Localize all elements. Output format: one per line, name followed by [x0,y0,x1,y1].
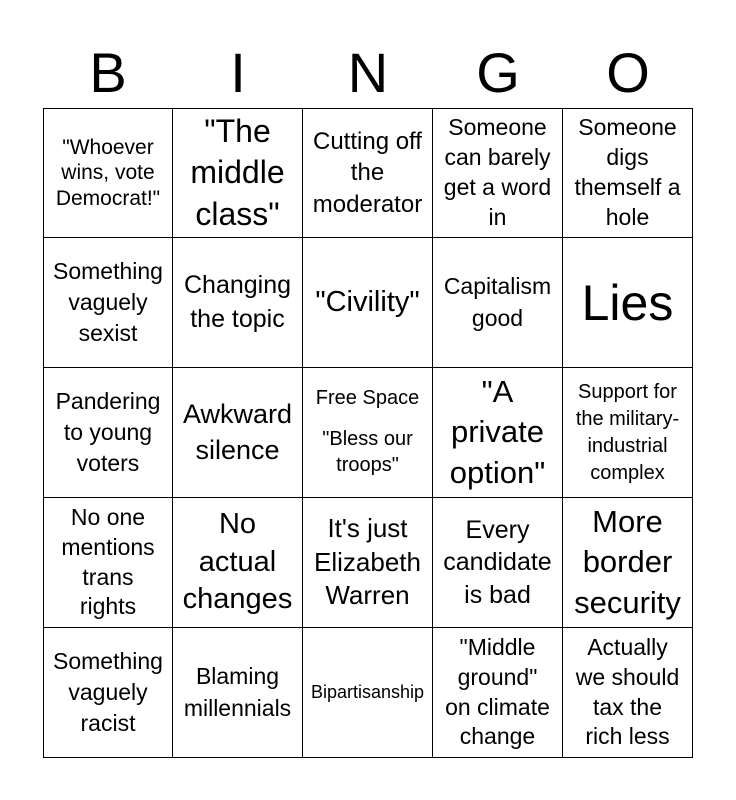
header-letter-b: B [89,41,127,104]
cell-text: Awkward silence [182,399,293,465]
cell-text: Pandering to young voters [55,387,161,477]
bingo-cell[interactable] [43,368,173,498]
bingo-cell[interactable] [563,108,693,238]
cell-text: No actual changes [182,507,293,616]
cell-text: No one mentions trans rights [61,503,155,620]
free-space-label: Free Space [315,387,420,409]
cell-text: Capitalism good [443,273,552,331]
bingo-cell[interactable] [563,238,693,368]
bingo-board [43,108,693,758]
bingo-cell[interactable] [303,628,433,758]
cell-text: Cutting off the moderator [312,128,423,218]
bingo-cell[interactable] [43,238,173,368]
bingo-cell[interactable] [43,628,173,758]
cell-text: Every candidate is bad [443,515,552,609]
bingo-cell[interactable] [433,498,563,628]
bingo-cell[interactable] [303,238,433,368]
bingo-cell[interactable] [173,628,303,758]
free-space-cell[interactable] [303,368,433,498]
bingo-header [43,38,693,108]
cell-text: Someone can barely get a word in [443,114,552,230]
bingo-cell[interactable] [173,108,303,238]
free-space-text: "Bless our troops" [322,428,413,476]
bingo-cell[interactable] [173,368,303,498]
header-letter-o: O [606,41,650,104]
bingo-cell[interactable] [173,238,303,368]
cell-text: Changing the topic [183,270,292,333]
cell-text: Blaming millennials [183,663,292,721]
cell-text: "The middle class" [190,112,285,232]
cell-text: Someone digs themself a hole [574,114,681,230]
bingo-cell[interactable] [43,108,173,238]
cell-text: Bipartisanship [310,681,425,702]
bingo-cell[interactable] [433,238,563,368]
cell-text: More border security [574,504,681,620]
bingo-cell[interactable] [303,108,433,238]
cell-text: "Civility" [315,286,420,319]
cell-text: "Whoever wins, vote Democrat!" [55,136,161,210]
cell-text: "A private option" [449,374,546,490]
header-letter-n: N [347,41,389,104]
cell-text: Lies [581,274,674,331]
bingo-cell[interactable] [563,628,693,758]
cell-text: Something vaguely sexist [53,257,163,347]
bingo-cell[interactable] [433,108,563,238]
cell-text: Something vaguely racist [53,647,163,737]
bingo-cell[interactable] [43,498,173,628]
bingo-cell[interactable] [173,498,303,628]
bingo-cell[interactable] [563,498,693,628]
header-letter-g: G [476,41,520,104]
bingo-cell[interactable] [433,628,563,758]
cell-text: Actually we should tax the rich less [575,633,680,750]
bingo-cell[interactable] [563,368,693,498]
bingo-cell[interactable] [303,498,433,628]
header-letter-i: I [230,41,246,104]
cell-text: Support for the military- industrial complex [575,380,680,484]
bingo-cell[interactable] [433,368,563,498]
cell-text: It's just Elizabeth Warren [314,512,421,611]
cell-text: "Middle ground" on climate change [445,633,550,750]
